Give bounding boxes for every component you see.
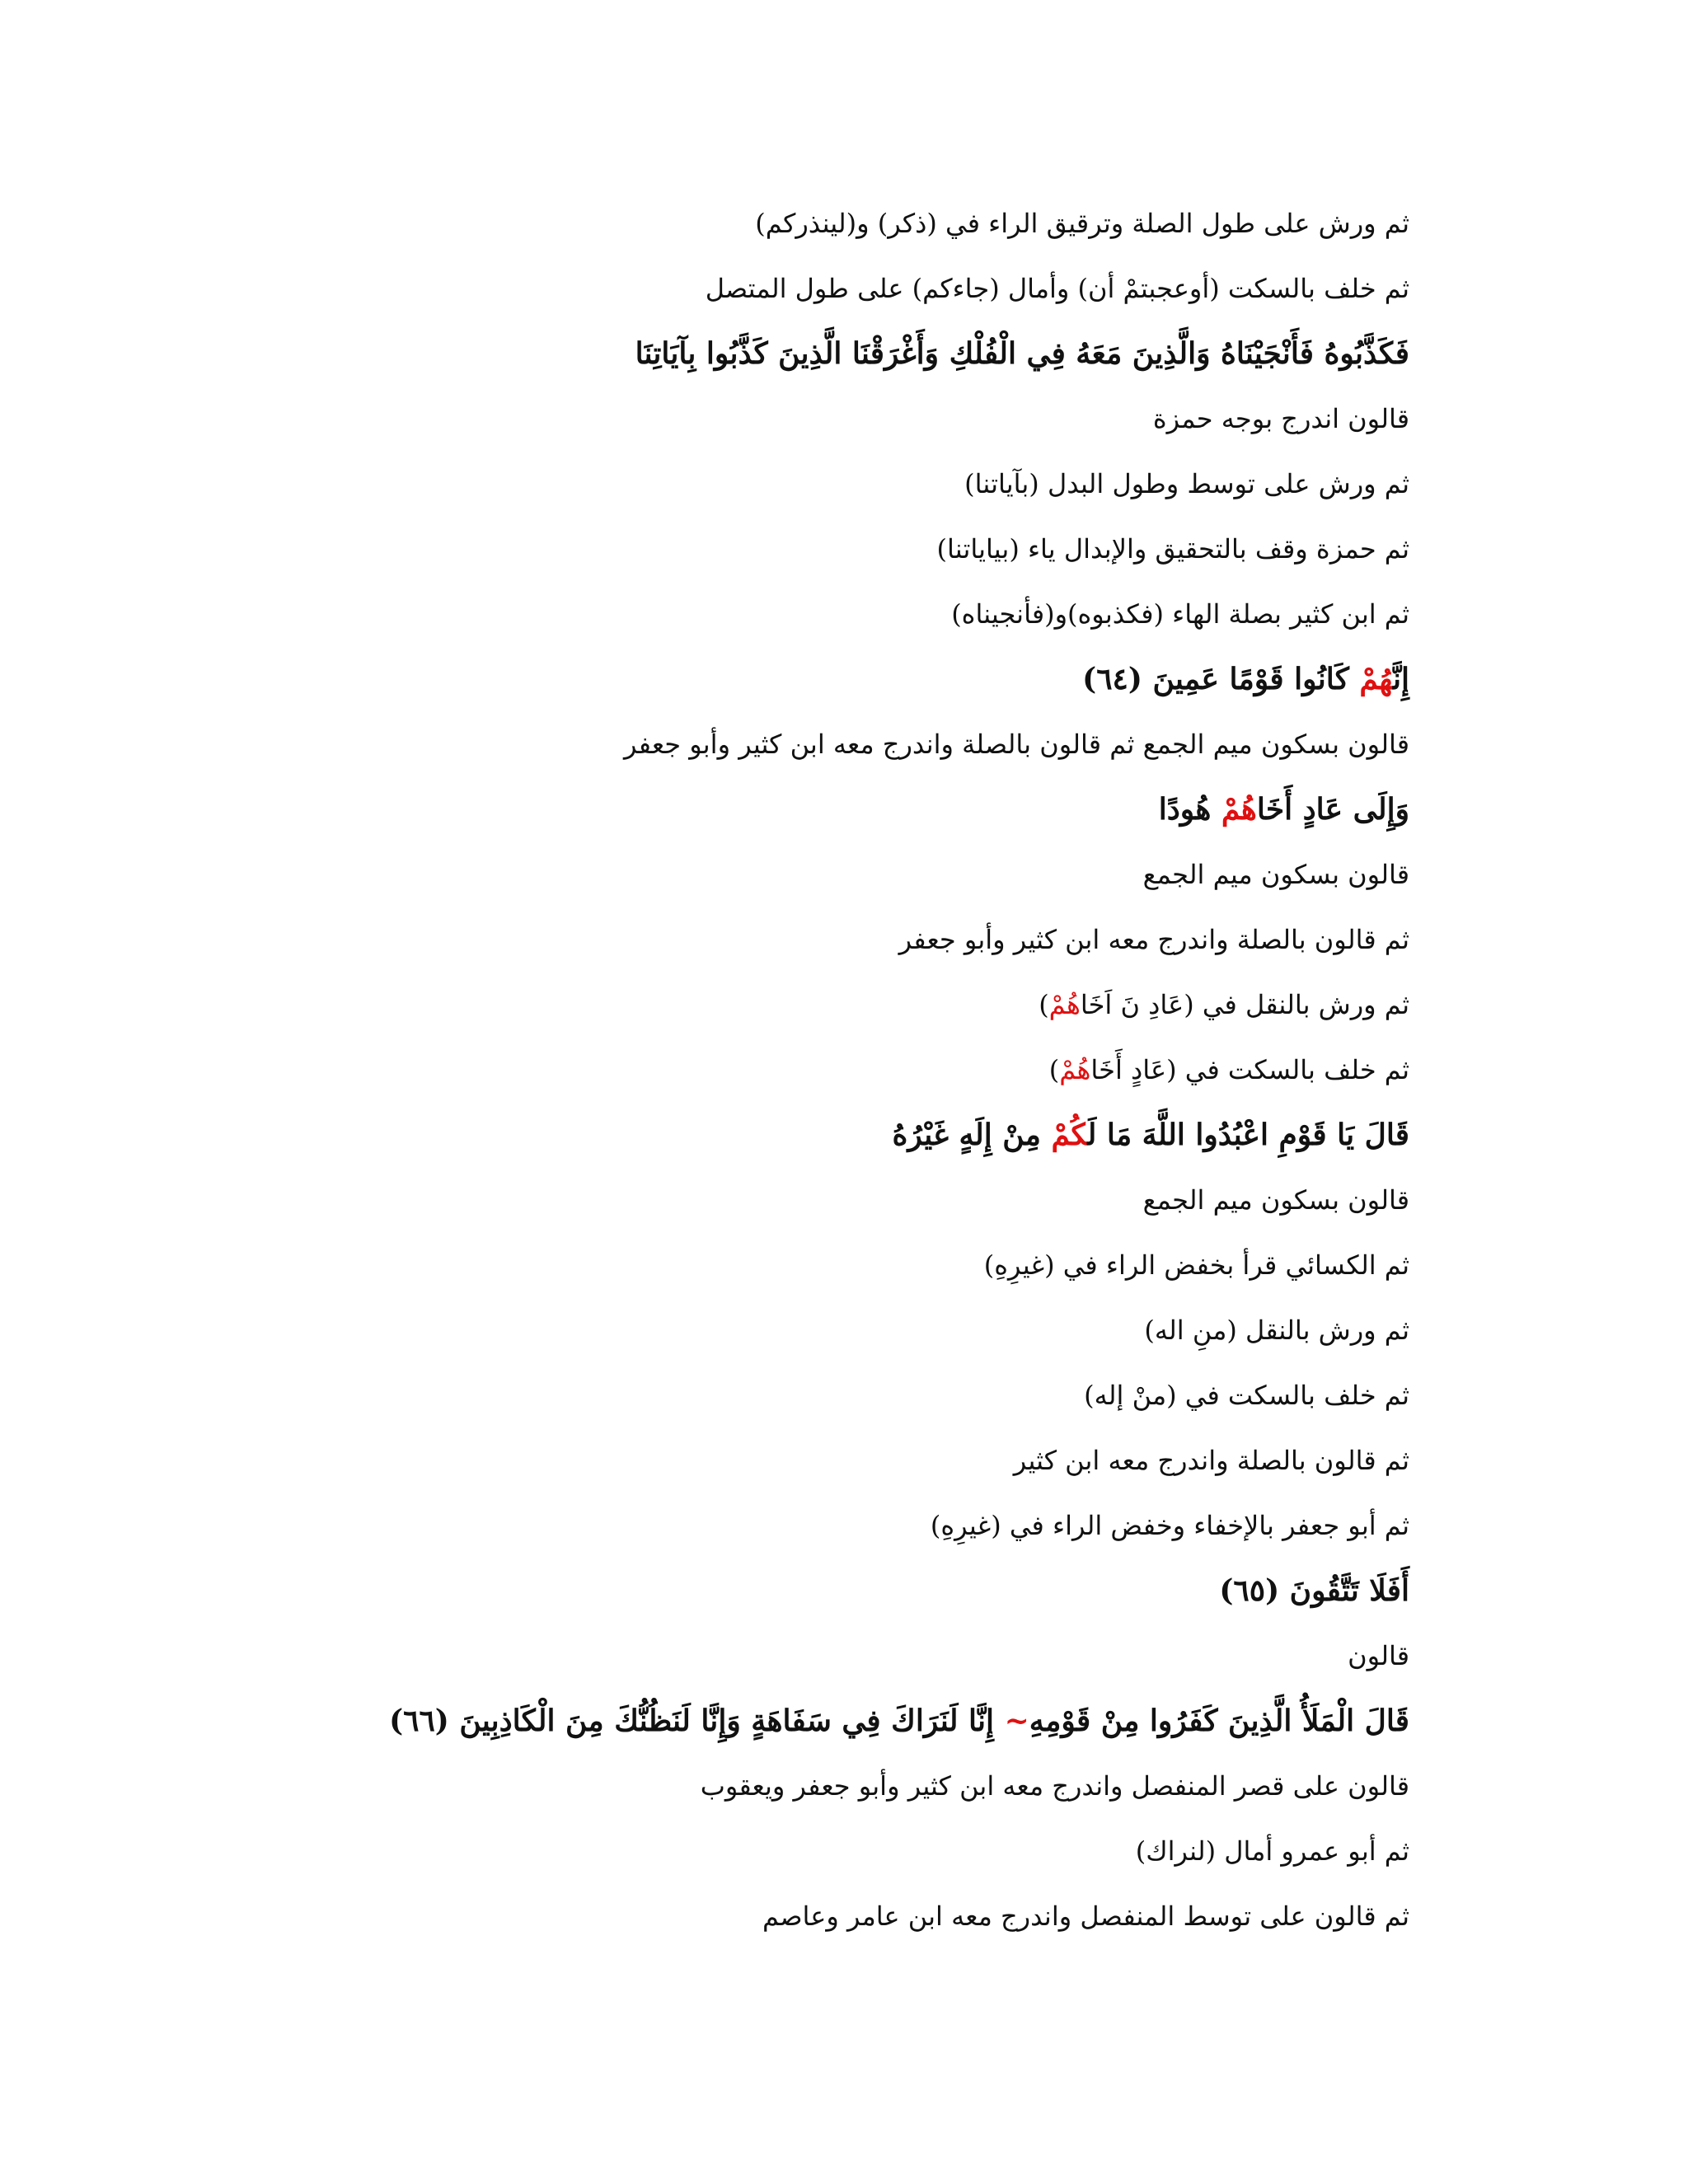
line-text: ثم قالون بالصلة واندرج معه ابن كثير (1013, 1445, 1409, 1476)
commentary-line (231, 452, 1409, 517)
verse-line (231, 647, 1409, 712)
line-text: ثم حمزة وقف بالتحقيق والإبدال ياء (بياياتنا) (936, 533, 1409, 565)
commentary-line (231, 1884, 1409, 1949)
line-text: ثم أبو جعفر بالإخفاء وخفض الراء في (غيرِهِ) (930, 1510, 1409, 1541)
line-text: قالون اندرج بوجه حمزة (1152, 403, 1409, 434)
commentary-line (231, 191, 1409, 256)
line-text: ثم ورش بالنقل في (عَادِ نَ اَخَا (1080, 989, 1409, 1020)
line-text: قَالَ يَا قَوْمِ اعْبُدُوا اللَّهَ مَا لَ (1087, 1118, 1409, 1152)
verse-line (231, 1558, 1409, 1624)
line-text: ثم الكسائي قرأ بخفض الراء في (غيرِهِ) (983, 1249, 1409, 1281)
line-text: ) (1039, 989, 1049, 1020)
commentary-line (231, 1819, 1409, 1884)
line-text: كَانُوا قَوْمًا عَمِينَ (٦٤) (1082, 662, 1360, 696)
commentary-line (231, 517, 1409, 582)
line-text: قَالَ الْمَلَأُ الَّذِينَ كَفَرُوا مِنْ قَوْمِهِ (1029, 1704, 1409, 1738)
line-text: إِنَّا لَنَرَاكَ فِي سَفَاهَةٍ وَإِنَّا لَنَظُنُّكَ مِنَ الْكَاذِبِينَ (٦٦) (389, 1704, 1005, 1738)
line-text: ثم خلف بالسكت في (منْ إله) (1084, 1380, 1409, 1411)
highlighted-text: ~ (1004, 1704, 1029, 1738)
document-page (231, 191, 1409, 1949)
commentary-line (231, 1363, 1409, 1428)
commentary-line (231, 907, 1409, 972)
highlighted-text: كُمْ (1051, 1118, 1088, 1152)
verse-line (231, 777, 1409, 842)
line-text: هُودًا (1158, 792, 1221, 827)
commentary-line (231, 712, 1409, 777)
commentary-line (231, 387, 1409, 452)
line-text: ثم خلف بالسكت (أوعجبتمْ أن) وأمال (جاءكم) على طول المتصل (705, 273, 1409, 304)
text-lines (231, 191, 1409, 1949)
commentary-line (231, 972, 1409, 1038)
line-text: مِنْ إِلَهٍ غَيْرُهُ (892, 1118, 1052, 1152)
line-text: قالون بسكون ميم الجمع (1142, 1184, 1409, 1216)
line-text: ثم قالون بالصلة واندرج معه ابن كثير وأبو جعفر (898, 924, 1409, 955)
line-text: ثم أبو عمرو أمال (لنراك) (1135, 1835, 1409, 1867)
line-text: فَكَذَّبُوهُ فَأَنْجَيْنَاهُ وَالَّذِينَ مَعَهُ فِي الْفُلْكِ وَأَغْرَقْنَا الَّذِينَ كَذَّبُوا بِآيَاتِنَا (635, 336, 1409, 371)
line-text: وَإِلَى عَادٍ أَخَا (1256, 792, 1409, 827)
commentary-line (231, 1624, 1409, 1689)
commentary-line (231, 1233, 1409, 1298)
line-text: ثم ورش بالنقل (منِ اله) (1144, 1315, 1409, 1346)
commentary-line (231, 1168, 1409, 1233)
commentary-line (231, 842, 1409, 907)
line-text: قالون (1348, 1640, 1409, 1671)
line-text: ثم ورش على طول الصلة وترقيق الراء في (ذكر) و(لينذركم) (755, 208, 1409, 239)
commentary-line (231, 582, 1409, 647)
highlighted-text: هُمْ (1359, 662, 1393, 696)
commentary-line (231, 256, 1409, 321)
line-text: قالون بسكون ميم الجمع (1142, 859, 1409, 890)
line-text: أَفَلَا تَتَّقُونَ (٦٥) (1219, 1573, 1409, 1608)
verse-line (231, 321, 1409, 387)
commentary-line (231, 1754, 1409, 1819)
line-text: ثم ورش على توسط وطول البدل (بآياتنا) (964, 468, 1409, 499)
highlighted-text: هُمْ (1059, 1054, 1091, 1085)
line-text: ثم خلف بالسكت في (عَادٍ أَخَا (1090, 1054, 1409, 1085)
highlighted-text: هُمْ (1221, 792, 1257, 827)
commentary-line (231, 1428, 1409, 1493)
highlighted-text: هُمْ (1048, 989, 1081, 1020)
verse-line (231, 1103, 1409, 1168)
line-text: قالون بسكون ميم الجمع ثم قالون بالصلة واندرج معه ابن كثير وأبو جعفر (624, 729, 1409, 760)
line-text: إِنَّ (1392, 662, 1409, 696)
commentary-line (231, 1038, 1409, 1103)
commentary-line (231, 1298, 1409, 1363)
line-text: قالون على قصر المنفصل واندرج معه ابن كثير وأبو جعفر ويعقوب (700, 1770, 1409, 1802)
line-text: ثم ابن كثير بصلة الهاء (فكذبوه)و(فأنجيناه) (951, 598, 1409, 630)
line-text: ) (1048, 1054, 1060, 1085)
line-text: ثم قالون على توسط المنفصل واندرج معه ابن عامر وعاصم (762, 1900, 1409, 1932)
verse-line (231, 1689, 1409, 1754)
commentary-line (231, 1493, 1409, 1558)
